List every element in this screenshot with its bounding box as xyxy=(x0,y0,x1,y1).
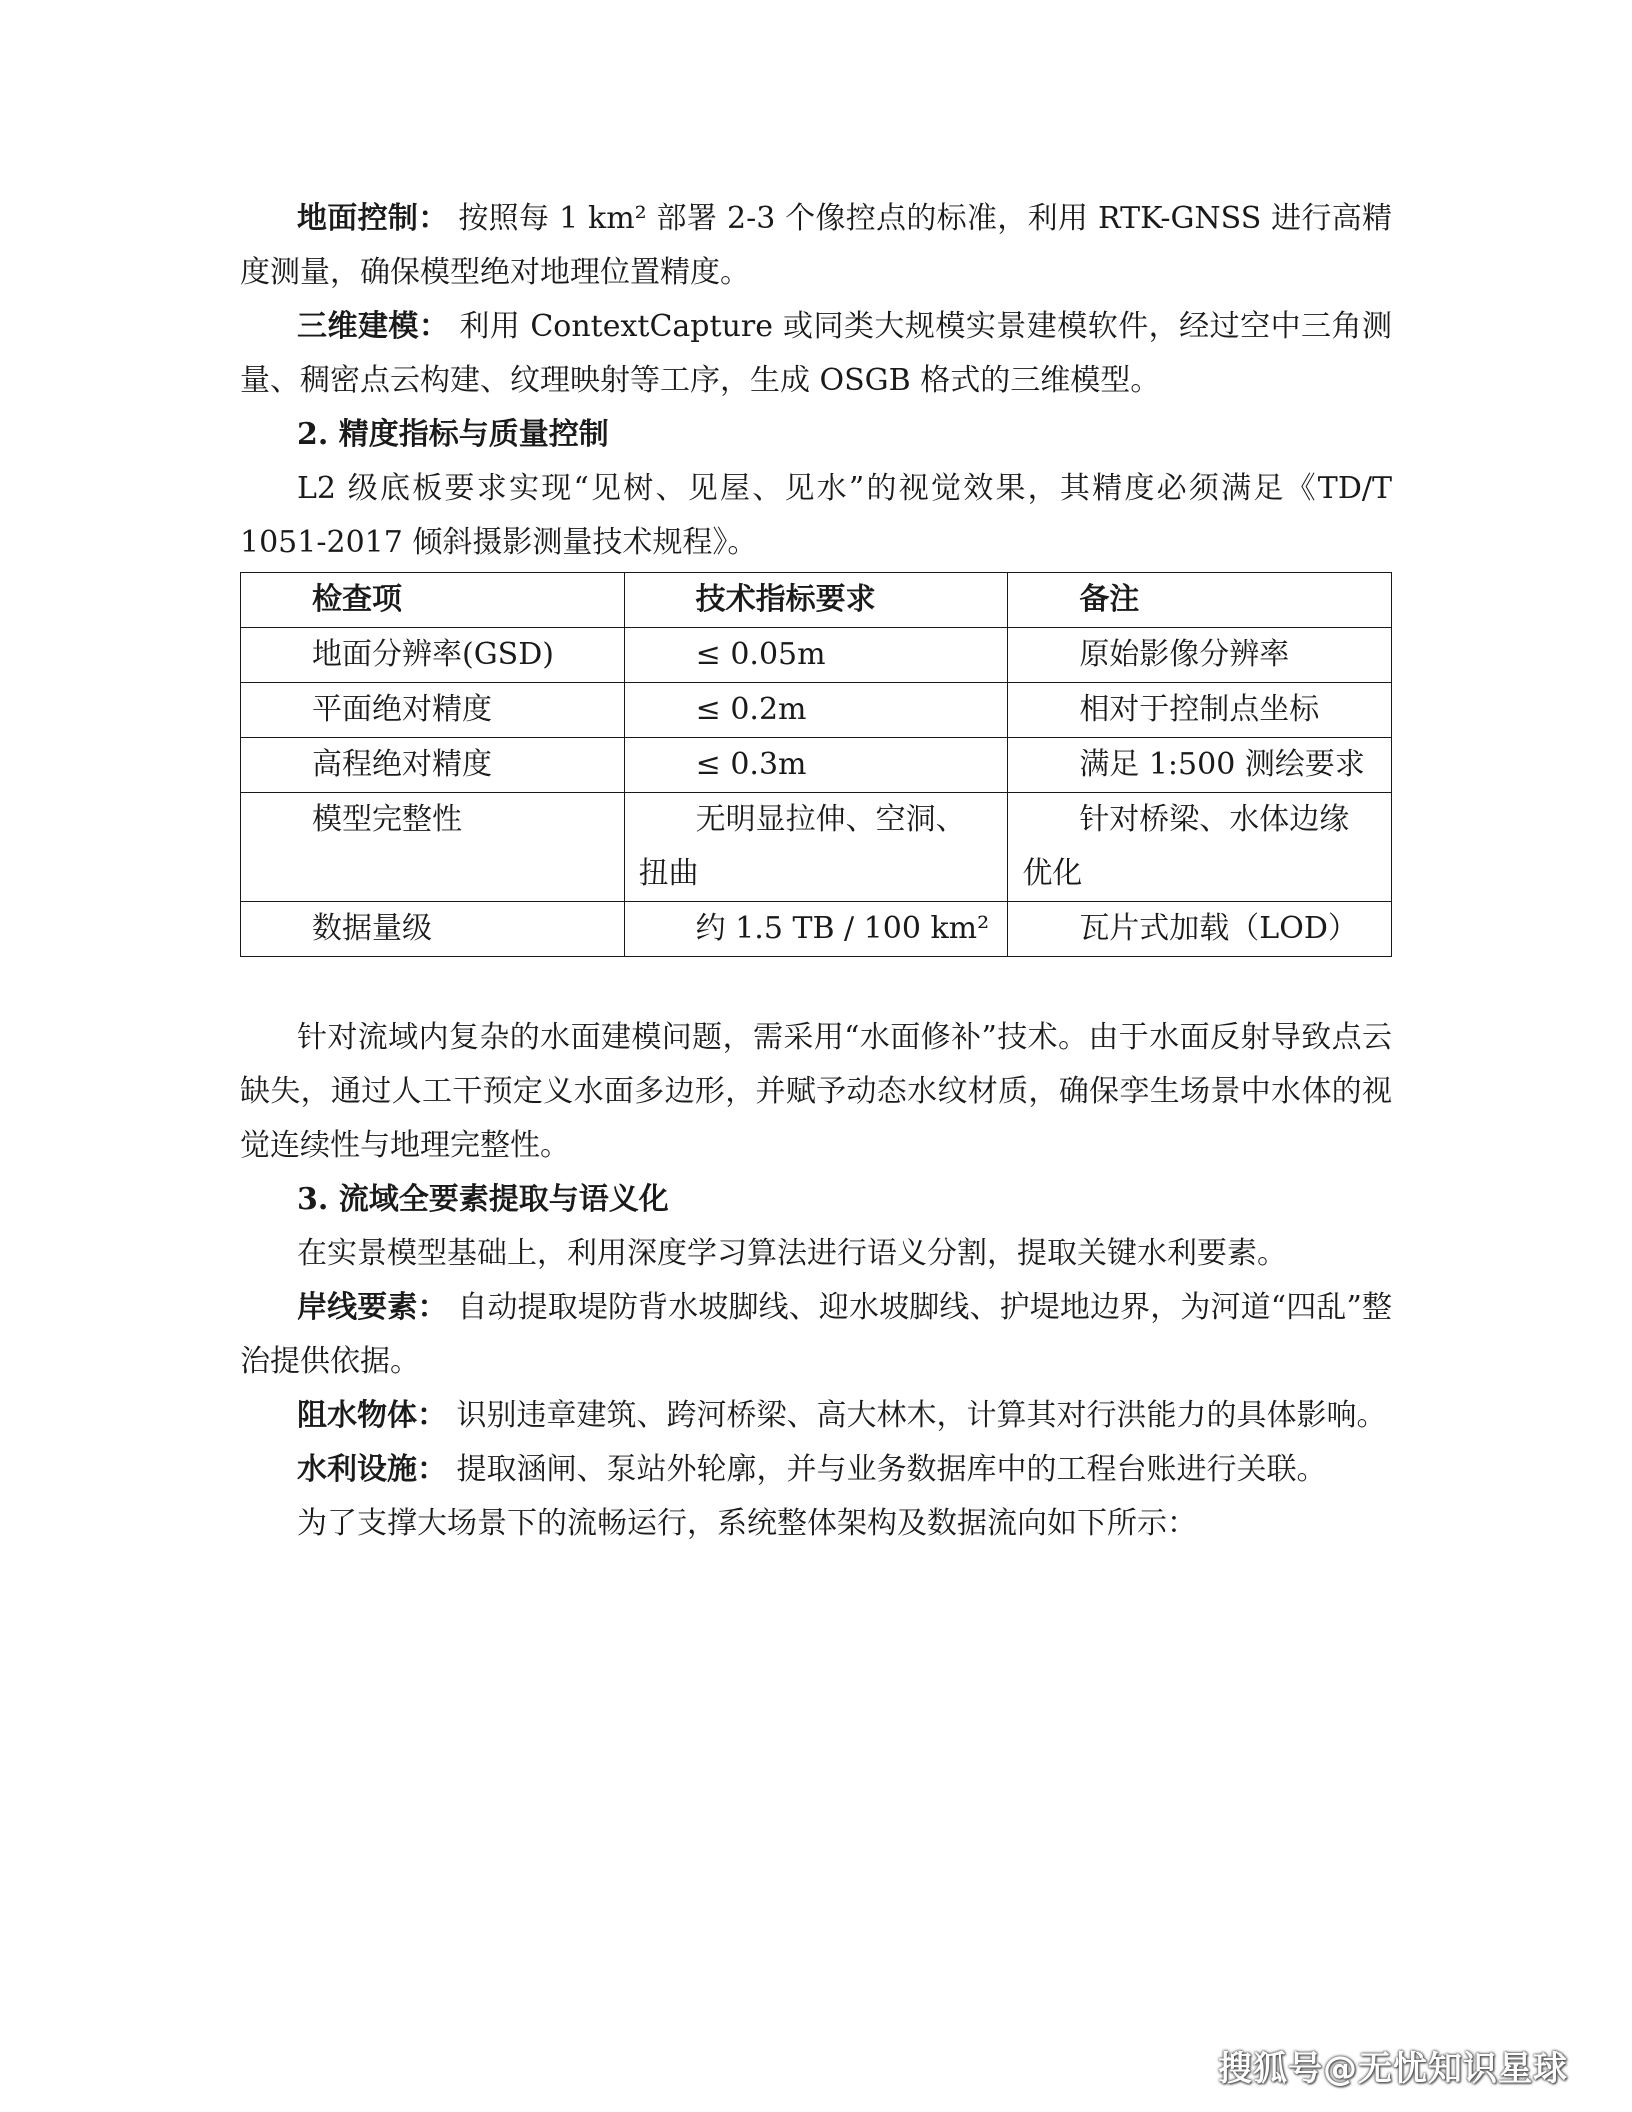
accuracy-table xyxy=(240,572,1392,957)
vertical-spacer xyxy=(240,957,1392,1011)
table-row xyxy=(241,738,1392,793)
table-header-cell: 检查项 xyxy=(241,573,625,628)
paragraph-ground-control xyxy=(240,192,1392,300)
section-heading-accuracy: 2. 精度指标与质量控制 xyxy=(297,417,609,452)
term-3d-modeling: 三维建模： xyxy=(297,309,450,344)
document-page xyxy=(240,192,1392,1551)
table-cell: ≤ 0.3m xyxy=(624,738,1008,793)
table-cell: 平面绝对精度 xyxy=(241,683,625,738)
paragraph-facility xyxy=(240,1443,1392,1497)
table-row xyxy=(241,683,1392,738)
table-cell: 高程绝对精度 xyxy=(241,738,625,793)
term-ground-control: 地面控制： xyxy=(297,201,449,236)
table-cell: 无明显拉伸、空洞、扭曲 xyxy=(624,793,1008,902)
table-cell: 满足 1:500 测绘要求 xyxy=(1008,738,1392,793)
table-cell: 模型完整性 xyxy=(241,793,625,902)
table-header-cell: 技术指标要求 xyxy=(624,573,1008,628)
table-row xyxy=(241,793,1392,902)
paragraph-shoreline xyxy=(240,1281,1392,1389)
table-row xyxy=(241,902,1392,957)
text-facility: 提取涵闸、泵站外轮廓，并与业务数据库中的工程台账进行关联。 xyxy=(447,1452,1327,1487)
table-cell: 原始影像分辨率 xyxy=(1008,628,1392,683)
paragraph-water-repair: 针对流域内复杂的水面建模问题，需采用“水面修补”技术。由于水面反射导致点云缺失，通过人工干预定义水面多边形，并赋予动态水纹材质，确保孪生场景中水体的视觉连续性与地理完整性。 xyxy=(240,1020,1392,1163)
term-shoreline: 岸线要素： xyxy=(297,1290,448,1325)
table-cell: 地面分辨率(GSD) xyxy=(241,628,625,683)
table-cell: 瓦片式加载（LOD） xyxy=(1008,902,1392,957)
table-cell: 相对于控制点坐标 xyxy=(1008,683,1392,738)
section-heading-extraction: 3. 流域全要素提取与语义化 xyxy=(297,1182,669,1217)
text-obstruction: 识别违章建筑、跨河桥梁、高大林木，计算其对行洪能力的具体影响。 xyxy=(447,1398,1387,1433)
table-header-row xyxy=(241,573,1392,628)
table-row xyxy=(241,628,1392,683)
term-obstruction: 阻水物体： xyxy=(297,1398,447,1433)
table-cell: 数据量级 xyxy=(241,902,625,957)
text-3d-modeling: 利用 ContextCapture 或同类大规模实景建模软件，经过空中三角测量、稠密点云构建、纹理映射等工序，生成 OSGB 格式的三维模型。 xyxy=(240,309,1392,398)
paragraph-semantic: 在实景模型基础上，利用深度学习算法进行语义分割，提取关键水利要素。 xyxy=(297,1236,1287,1271)
text-ground-control: 按照每 1 km² 部署 2-3 个像控点的标准，利用 RTK-GNSS 进行高精度测量，确保模型绝对地理位置精度。 xyxy=(240,201,1392,290)
table-cell: ≤ 0.05m xyxy=(624,628,1008,683)
term-facility: 水利设施： xyxy=(297,1452,447,1487)
paragraph-obstruction xyxy=(240,1389,1392,1443)
text-shoreline: 自动提取堤防背水坡脚线、迎水坡脚线、护堤地边界，为河道“四乱”整治提供依据。 xyxy=(240,1290,1393,1379)
paragraph-architecture: 为了支撑大场景下的流畅运行，系统整体架构及数据流向如下所示： xyxy=(297,1506,1197,1541)
table-cell: ≤ 0.2m xyxy=(624,683,1008,738)
paragraph-l2-requirement: L2 级底板要求实现“见树、见屋、见水”的视觉效果，其精度必须满足《TD/T 1051-2017 倾斜摄影测量技术规程》。 xyxy=(240,471,1392,560)
table-cell: 约 1.5 TB / 100 km² xyxy=(624,902,1008,957)
table-header-cell: 备注 xyxy=(1008,573,1392,628)
watermark-text: 搜狐号@无忧知识星球 xyxy=(1218,2049,1568,2089)
paragraph-3d-modeling xyxy=(240,300,1392,408)
table-cell: 针对桥梁、水体边缘优化 xyxy=(1008,793,1392,902)
